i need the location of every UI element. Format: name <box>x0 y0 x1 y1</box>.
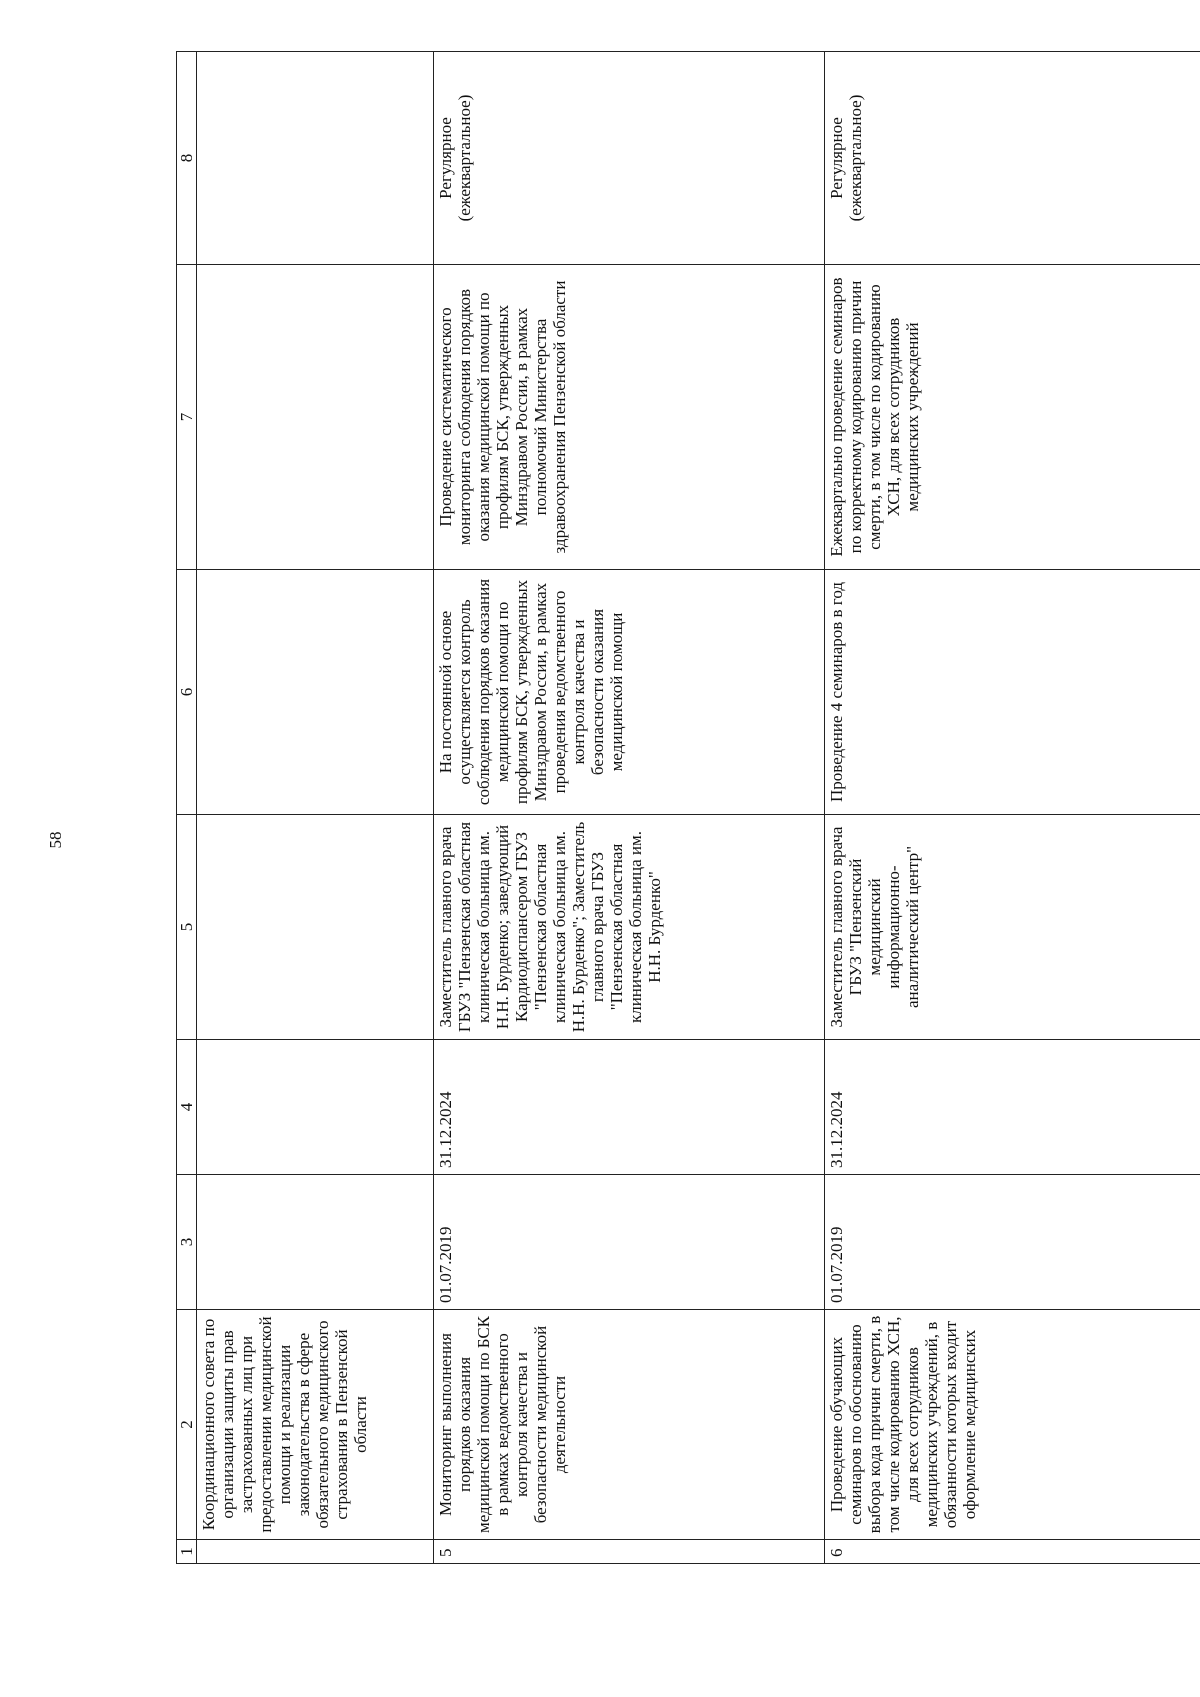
rotated-table-container <box>176 52 1200 1564</box>
responsible-cell <box>197 815 434 1040</box>
frequency-cell: Регулярное (ежеквартальное) <box>825 52 1200 265</box>
start-date-cell <box>197 1175 434 1310</box>
start-date-cell: 01.07.2019 <box>434 1175 825 1310</box>
row-number-cell <box>197 1540 434 1564</box>
description-cell: Проведение систематического мониторинга соблюдения порядков оказания медицинской помощи по профилям БСК, утвержденных Минздравом России, в рамках полномочий Министерства здравоохранения Пензенской области <box>434 265 825 570</box>
description-cell <box>197 265 434 570</box>
table-row <box>825 52 1200 1564</box>
header-cell: 8 <box>177 52 197 265</box>
responsible-cell: Заместитель главного врача ГБУЗ "Пензенская областная клиническая больница им. Н.Н. Бурденко; заведующий Кардиодиспансером ГБУЗ "Пензенская областная клиническая больница им. Н.Н. Бурденко"; Заместитель главного врача ГБУЗ "Пензенская областная клиническая больница им. Н.Н. Бурденко" <box>434 815 825 1040</box>
header-row <box>177 52 197 1564</box>
description-cell: Ежеквартально проведение семинаров по корректному кодированию причин смерти, в том числе по кодированию ХСН, для всех сотрудников медицинских учреждений <box>825 265 1200 570</box>
start-date-cell: 01.07.2019 <box>825 1175 1200 1310</box>
header-cell: 7 <box>177 265 197 570</box>
result-cell: Проведение 4 семинаров в год <box>825 570 1200 815</box>
row-number-cell: 6 <box>825 1540 1200 1564</box>
responsible-cell: Заместитель главного врача ГБУЗ "Пензенский медицинский информационно-аналитический центр" <box>825 815 1200 1040</box>
measure-name-cell: Проведение обучающих семинаров по обоснованию выбора кода причин смерти, в том числе кодированию ХСН, для всех сотрудников медицинских учреждений, в обязанности которых входит оформление медицинских <box>825 1310 1200 1540</box>
header-cell: 4 <box>177 1040 197 1175</box>
header-cell: 3 <box>177 1175 197 1310</box>
page-number: 58 <box>46 831 65 849</box>
result-cell <box>197 570 434 815</box>
result-cell: На постоянной основе осуществляется контроль соблюдения порядков оказания медицинской помощи по профилям БСК, утвержденных Минздравом России, в рамках проведения ведомственного контроля качества и безопасности оказания медицинской помощи <box>434 570 825 815</box>
header-cell: 5 <box>177 815 197 1040</box>
header-cell: 2 <box>177 1310 197 1540</box>
measure-name-cell: Мониторинг выполнения порядков оказания медицинской помощи по БСК в рамках ведомственного контроля качества и безопасности медицинской деятельности <box>434 1310 825 1540</box>
measures-table <box>176 51 1200 1564</box>
end-date-cell: 31.12.2024 <box>825 1040 1200 1175</box>
table-row <box>434 52 825 1564</box>
frequency-cell <box>197 52 434 265</box>
table-row <box>197 52 434 1564</box>
end-date-cell: 31.12.2024 <box>434 1040 825 1175</box>
header-cell: 6 <box>177 570 197 815</box>
end-date-cell <box>197 1040 434 1175</box>
measure-name-cell: Координационного совета по организации защиты прав застрахованных лиц при предоставлении медицинской помощи и реализации законодательства в сфере обязательного медицинского страхования в Пензенской области <box>197 1310 434 1540</box>
row-number-cell: 5 <box>434 1540 825 1564</box>
header-cell: 1 <box>177 1540 197 1564</box>
frequency-cell: Регулярное (ежеквартальное) <box>434 52 825 265</box>
